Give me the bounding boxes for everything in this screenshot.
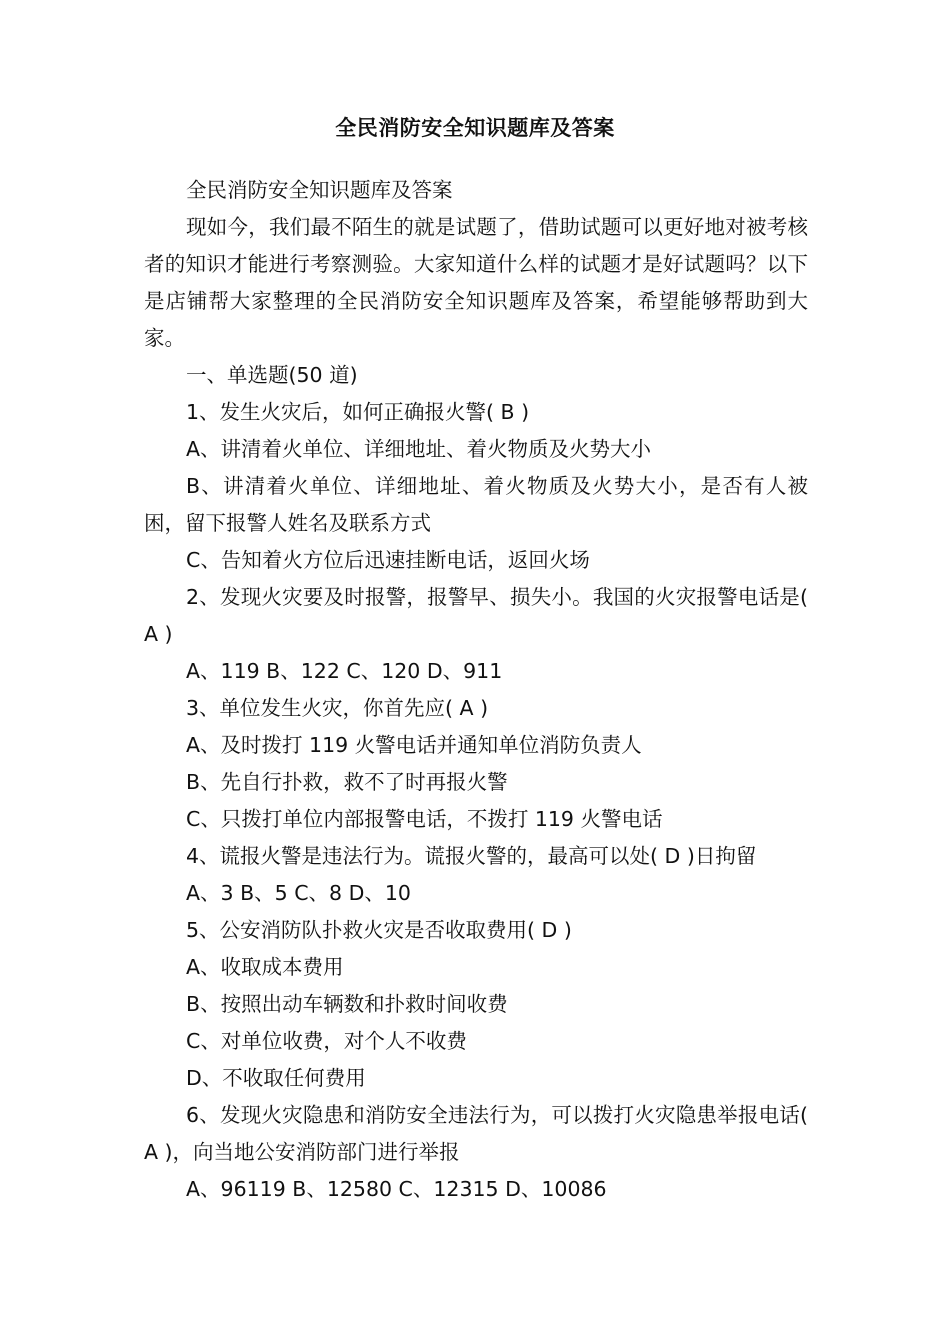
document-body [144,172,808,1208]
question-6-options: A、96119 B、12580 C、12315 D、10086 [186,1177,607,1201]
question-4-options: A、3 B、5 C、8 D、10 [186,881,411,905]
question-2: 2、发现火灾要及时报警，报警早、损失小。我国的火灾报警电话是( A ) [144,585,808,646]
question-5: 5、公安消防队扑救火灾是否收取费用( D ) [186,918,572,942]
question-3-option-a: A、及时拨打 119 火警电话并通知单位消防负责人 [186,733,642,757]
question-5-option-d: D、不收取任何费用 [186,1066,366,1090]
question-5-option-c: C、对单位收费，对个人不收费 [186,1029,467,1053]
question-1: 1、发生火灾后，如何正确报火警( B ) [186,400,530,424]
question-6: 6、发现火灾隐患和消防安全违法行为，可以拨打火灾隐患举报电话( A )，向当地公安消防部门进行举报 [144,1103,808,1164]
document-title: 全民消防安全知识题库及答案 [335,116,615,140]
question-2-options: A、119 B、122 C、120 D、911 [186,659,503,683]
question-5-option-a: A、收取成本费用 [186,955,344,979]
section-heading: 一、单选题(50 道) [186,363,358,387]
question-1-option-a: A、讲清着火单位、详细地址、着火物质及火势大小 [186,437,652,461]
question-1-option-c: C、告知着火方位后迅速挂断电话，返回火场 [186,548,590,572]
question-4: 4、谎报火警是违法行为。谎报火警的，最高可以处( D )日拘留 [186,844,757,868]
question-3-option-b: B、先自行扑救，救不了时再报火警 [186,770,508,794]
question-1-option-b: B、讲清着火单位、详细地址、着火物质及火势大小，是否有人被困，留下报警人姓名及联系方式 [144,474,808,535]
question-3: 3、单位发生火灾，你首先应( A ) [186,696,489,720]
question-5-option-b: B、按照出动车辆数和扑救时间收费 [186,992,508,1016]
subtitle-paragraph: 全民消防安全知识题库及答案 [186,178,453,202]
intro-paragraph: 现如今，我们最不陌生的就是试题了，借助试题可以更好地对被考核者的知识才能进行考察测验。大家知道什么样的试题才是好试题吗？以下是店铺帮大家整理的全民消防安全知识题库及答案，希望能够帮助到大家。 [144,215,808,350]
question-3-option-c: C、只拨打单位内部报警电话，不拨打 119 火警电话 [186,807,663,831]
